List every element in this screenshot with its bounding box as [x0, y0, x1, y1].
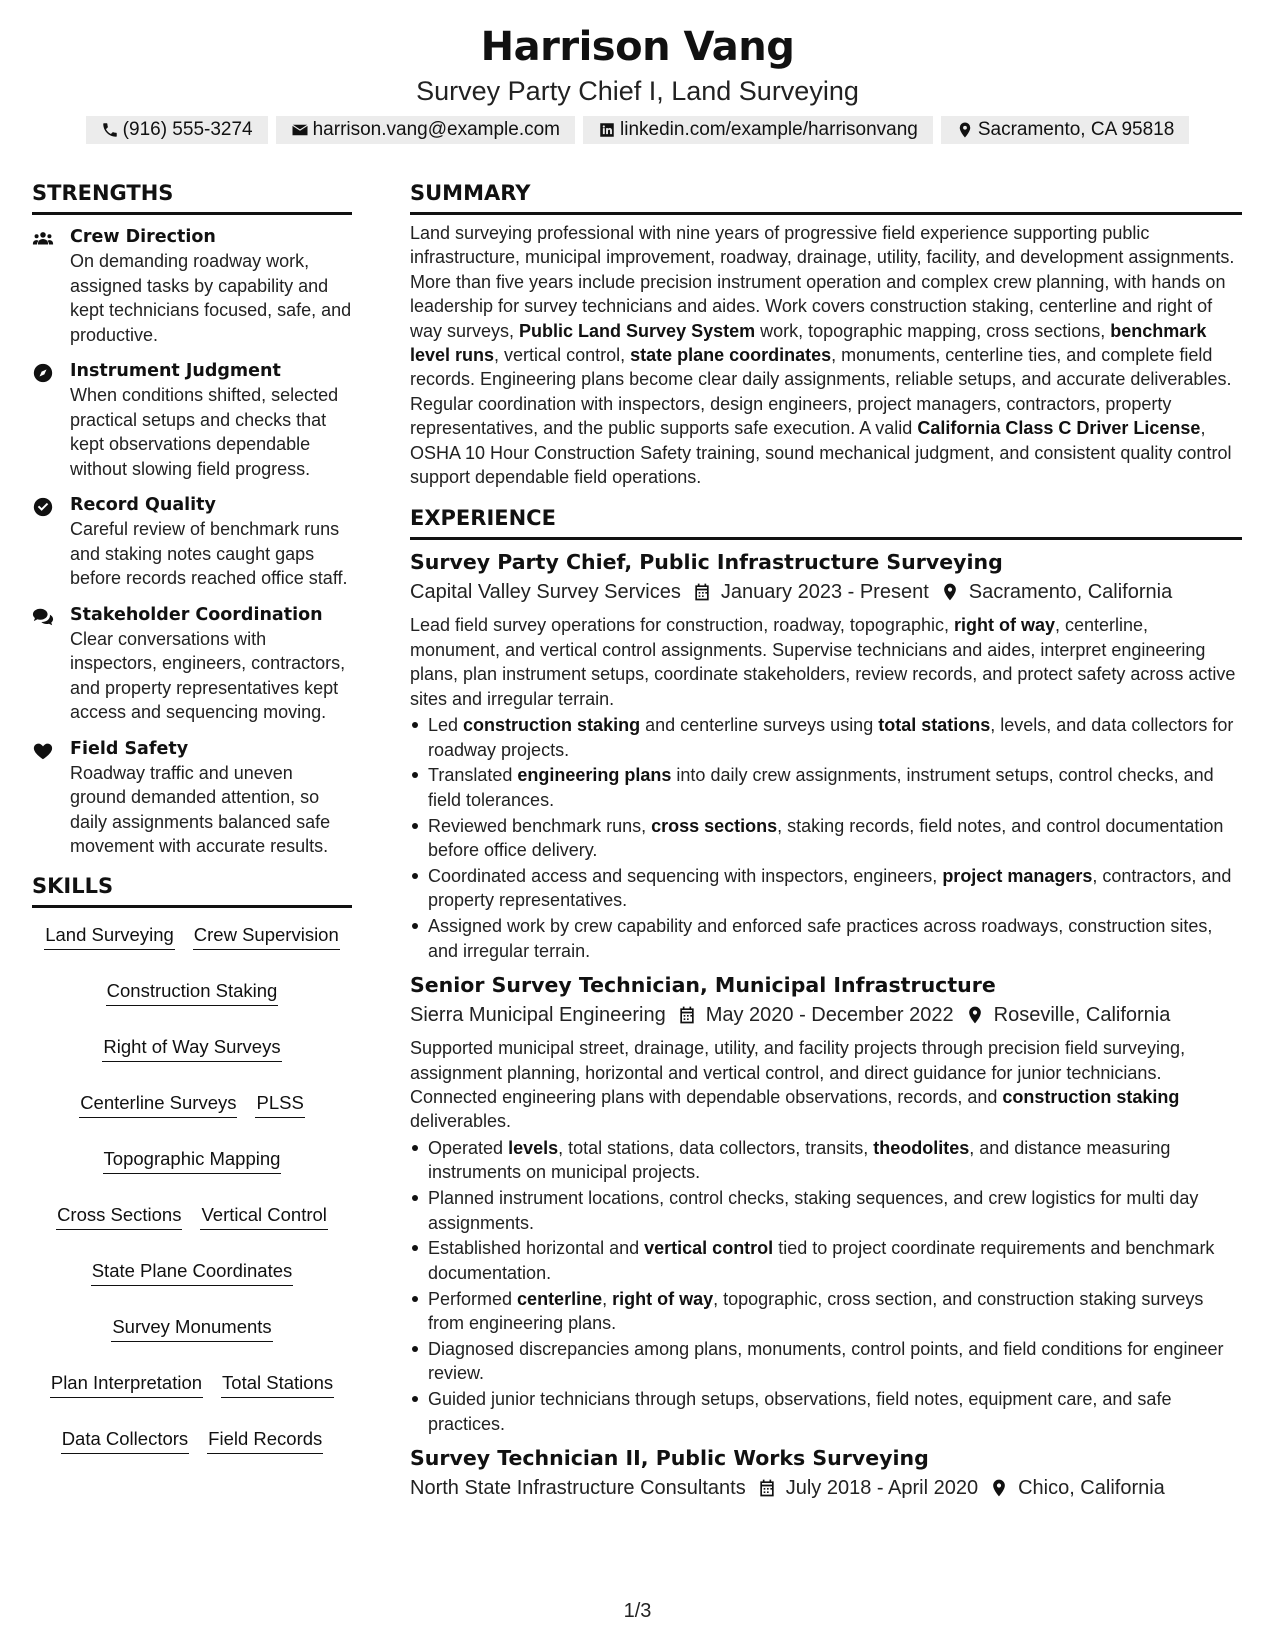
job-description-text: Lead field survey operations for construction, roadway, topographic, — [410, 615, 954, 636]
job-bullet-text: , — [602, 1288, 613, 1309]
job-location: Chico, California — [1018, 1477, 1165, 1500]
contact-location-text: Sacramento, CA 95818 — [977, 119, 1175, 140]
strength-item — [32, 737, 352, 859]
job-entry — [410, 548, 1242, 963]
map-pin-icon — [989, 1478, 1009, 1498]
job-bullet-text: Led — [428, 715, 464, 736]
contact-email-text: harrison.vang@example.com — [312, 119, 561, 140]
contact-email[interactable] — [276, 116, 575, 144]
strength-title: Crew Direction — [70, 227, 216, 247]
job-description-text: Supported municipal street, drainage, utility, and facility projects through precision field surveying, assignment planning, horizontal and vertical control, and direct guidance for junior technicians. Connected engineering plans with dependable observations, records, and — [410, 1038, 1186, 1107]
page-number: 1/3 — [623, 1600, 652, 1622]
job-bullet — [410, 1387, 1242, 1436]
job-dates: May 2020 - December 2022 — [705, 1004, 954, 1027]
job-bullet-text: Diagnosed discrepancies among plans, monuments, control points, and field conditions for engineer review. — [428, 1339, 1224, 1384]
skill-tag: Land Surveying — [44, 922, 175, 950]
summary-keyword: California Class C Driver License — [917, 418, 1201, 439]
contact-location — [941, 116, 1189, 144]
contact-phone-text: (916) 555-3274 — [122, 119, 253, 140]
job-bullet — [410, 1186, 1242, 1235]
job-bullet-text: Translated — [428, 765, 518, 786]
job-bullet-text: Performed — [428, 1288, 518, 1309]
skill-tag: Plan Interpretation — [50, 1370, 203, 1398]
skill-tag: Survey Monuments — [111, 1314, 272, 1342]
job-bullet-text: Operated — [428, 1137, 509, 1158]
skill-tag: Construction Staking — [106, 978, 279, 1006]
skill-tag: Vertical Control — [200, 1202, 327, 1230]
skill-tag: Field Records — [207, 1426, 323, 1454]
skill-tag: Crew Supervision — [193, 922, 340, 950]
job-bullet-text: , and distance measuring instruments on municipal projects. — [428, 1137, 1171, 1183]
job-bullet-text: tied to project coordinate requirements and benchmark documentation. — [428, 1238, 1215, 1283]
skill-tag: Total Stations — [221, 1370, 334, 1398]
job-description-keyword: construction staking — [1002, 1086, 1180, 1107]
strength-desc: When conditions shifted, selected practical setups and checks that kept observations dependable without slowing field progress. — [70, 385, 339, 479]
job-bullet — [410, 713, 1242, 762]
job-bullet-text: , total stations, data collectors, transits, — [558, 1137, 874, 1158]
job-dates: July 2018 - April 2020 — [785, 1477, 979, 1500]
compass-icon — [32, 362, 54, 384]
users-icon — [32, 228, 54, 250]
strength-desc: Clear conversations with inspectors, engineers, contractors, and property representatives kept access and sequencing moving. — [70, 628, 346, 722]
job-bullet — [410, 1337, 1242, 1386]
candidate-name: Harrison Vang — [480, 24, 795, 70]
summary-text: Land surveying professional with nine years of progressive field experience supporting public infrastructure, municipal improvement, roadway, drainage, utility, facility, and development assignments. More than five years include precision instrument operation and complex crew planning, with hands on leadership for survey technicians and aides. Work covers construction staking, centerline and right of way surveys, — [410, 223, 1235, 341]
job-bullet — [410, 914, 1242, 963]
strength-desc: Roadway traffic and uneven ground demanded attention, so daily assignments balanced safe movement with accurate results. — [70, 762, 331, 856]
strength-desc: Careful review of benchmark runs and staking notes caught gaps before records reached office staff. — [70, 519, 348, 588]
strengths-heading: STRENGTHS — [32, 180, 352, 215]
strength-desc: On demanding roadway work, assigned tasks by capability and kept technicians focused, safe, and productive. — [70, 251, 352, 345]
job-bullet-keyword: cross sections — [651, 815, 778, 836]
job-description — [410, 1036, 1242, 1134]
summary-heading: SUMMARY — [410, 180, 1242, 215]
job-dates: January 2023 - Present — [720, 581, 929, 604]
job-title: Survey Technician II, Public Works Surveying — [410, 1446, 929, 1471]
strengths-list — [32, 225, 352, 859]
experience-heading: EXPERIENCE — [410, 505, 1242, 540]
job-bullet-text: Assigned work by crew capability and enforced safe practices across roadways, construction sites, and irregular terrain. — [428, 916, 1213, 961]
summary-text: work, topographic mapping, cross sections, — [755, 320, 1111, 341]
job-bullet-text: Guided junior technicians through setups, observations, field notes, equipment care, and safe practices. — [428, 1389, 1172, 1434]
job-bullet-text: , levels, and data collectors for roadway projects. — [428, 715, 1234, 760]
left-column — [32, 180, 352, 1454]
job-company: North State Infrastructure Consultants — [410, 1477, 746, 1500]
skills-heading: SKILLS — [32, 873, 352, 908]
job-bullets — [410, 1136, 1242, 1436]
job-bullet-text: Reviewed benchmark runs, — [428, 815, 652, 836]
envelope-icon — [291, 121, 309, 139]
skill-tag: Right of Way Surveys — [102, 1034, 281, 1062]
summary-keyword: state plane coordinates — [630, 345, 832, 366]
contact-linkedin[interactable] — [583, 116, 933, 144]
strength-title: Field Safety — [70, 738, 189, 759]
strength-title: Instrument Judgment — [70, 361, 281, 381]
summary-keyword: benchmark level runs — [410, 320, 1207, 366]
skills-list — [32, 922, 352, 1454]
linkedin-icon — [598, 121, 616, 139]
job-description-text: deliverables. — [410, 1111, 512, 1132]
job-bullet-text: , staking records, field notes, and control documentation before office delivery. — [428, 815, 1224, 861]
job-bullet — [410, 1287, 1242, 1336]
job-bullet-keyword: theodolites — [873, 1137, 970, 1158]
job-bullet-keyword: engineering plans — [517, 765, 672, 786]
skill-tag: Data Collectors — [61, 1426, 189, 1454]
job-bullet-text: and centerline surveys using — [640, 715, 879, 736]
job-description — [410, 613, 1242, 711]
calendar-icon — [677, 1005, 697, 1025]
check-circle-icon — [32, 496, 54, 518]
job-bullets — [410, 713, 1242, 963]
job-meta — [410, 1473, 1242, 1503]
strength-title: Stakeholder Coordination — [70, 604, 323, 625]
job-title: Senior Survey Technician, Municipal Infrastructure — [410, 973, 996, 998]
contact-phone[interactable] — [86, 116, 268, 144]
job-bullet-text: into daily crew assignments, instrument setups, control checks, and field tolerances. — [428, 765, 1214, 810]
phone-icon — [101, 121, 119, 139]
right-column — [410, 180, 1242, 1503]
job-company: Sierra Municipal Engineering — [410, 1004, 666, 1027]
job-bullet-keyword: levels — [508, 1137, 559, 1158]
job-bullet-text: Established horizontal and — [428, 1238, 645, 1259]
skill-tag: Cross Sections — [56, 1202, 182, 1230]
job-title: Survey Party Chief, Public Infrastructure Surveying — [410, 550, 1003, 575]
job-bullet-keyword: right of way — [612, 1288, 714, 1309]
job-entry — [410, 971, 1242, 1436]
job-bullet — [410, 1136, 1242, 1185]
map-pin-icon — [956, 121, 974, 139]
job-entry — [410, 1444, 1242, 1503]
strength-item — [32, 225, 352, 347]
contact-linkedin-text: linkedin.com/example/harrisonvang — [620, 119, 918, 140]
skill-tag: State Plane Coordinates — [91, 1258, 294, 1286]
job-description-text: , centerline, monument, and vertical control assignments. Supervise technicians and aides, interpret engineering plans, plan instrument setups, coordinate stakeholders, review records, and protect safety across active sites and irregular terrain. — [410, 615, 1236, 709]
map-pin-icon — [940, 582, 960, 602]
job-bullet — [410, 1236, 1242, 1285]
skill-tag: PLSS — [255, 1090, 304, 1118]
job-bullet-keyword: construction staking — [463, 715, 641, 736]
resume-header — [0, 22, 1275, 144]
job-bullet-keyword: total stations — [878, 715, 991, 736]
job-company: Capital Valley Survey Services — [410, 581, 681, 604]
contact-bar — [0, 116, 1275, 144]
strength-item — [32, 493, 352, 591]
job-bullet — [410, 763, 1242, 812]
job-bullet-text: , contractors, and property representatives. — [428, 866, 1232, 911]
job-bullet-text: Coordinated access and sequencing with inspectors, engineers, — [428, 866, 943, 887]
job-bullet — [410, 864, 1242, 913]
calendar-icon — [757, 1478, 777, 1498]
job-bullet-text: , topographic, cross section, and construction staking surveys from engineering plans. — [428, 1288, 1204, 1334]
job-bullet-text: Planned instrument locations, control checks, staking sequences, and crew logistics for multi day assignments. — [428, 1188, 1199, 1233]
summary-text: , vertical control, — [494, 345, 631, 366]
heart-icon — [32, 740, 54, 762]
strength-title: Record Quality — [70, 495, 216, 515]
calendar-icon — [692, 582, 712, 602]
job-meta — [410, 1000, 1242, 1030]
summary-text — [410, 221, 1242, 489]
job-bullet-keyword: centerline — [517, 1288, 603, 1309]
job-bullet-keyword: vertical control — [644, 1238, 774, 1259]
skill-tag: Centerline Surveys — [79, 1090, 237, 1118]
strength-item — [32, 359, 352, 481]
experience-list — [410, 548, 1242, 1503]
job-description-keyword: right of way — [953, 615, 1055, 636]
job-location: Sacramento, California — [968, 581, 1173, 604]
summary-text: , monuments, centerline ties, and complete field records. Engineering plans become clear daily assignments, reliable setups, and accurate deliverables. Regular coordination with inspectors, design engineers, project managers, contractors, property representatives, and the public supports safe execution. A valid — [410, 345, 1232, 439]
summary-keyword: Public Land Survey System — [519, 320, 756, 341]
job-bullet-keyword: project managers — [942, 866, 1093, 887]
candidate-title: Survey Party Chief I, Land Surveying — [416, 76, 859, 106]
skill-tag: Topographic Mapping — [103, 1146, 282, 1174]
job-bullet — [410, 814, 1242, 863]
map-pin-icon — [965, 1005, 985, 1025]
job-meta — [410, 577, 1242, 607]
summary-text: , OSHA 10 Hour Construction Safety training, sound mechanical judgment, and consistent quality control support dependable field operations. — [410, 418, 1232, 488]
strength-item — [32, 603, 352, 725]
job-location: Roseville, California — [993, 1004, 1171, 1027]
comments-icon — [32, 606, 54, 628]
